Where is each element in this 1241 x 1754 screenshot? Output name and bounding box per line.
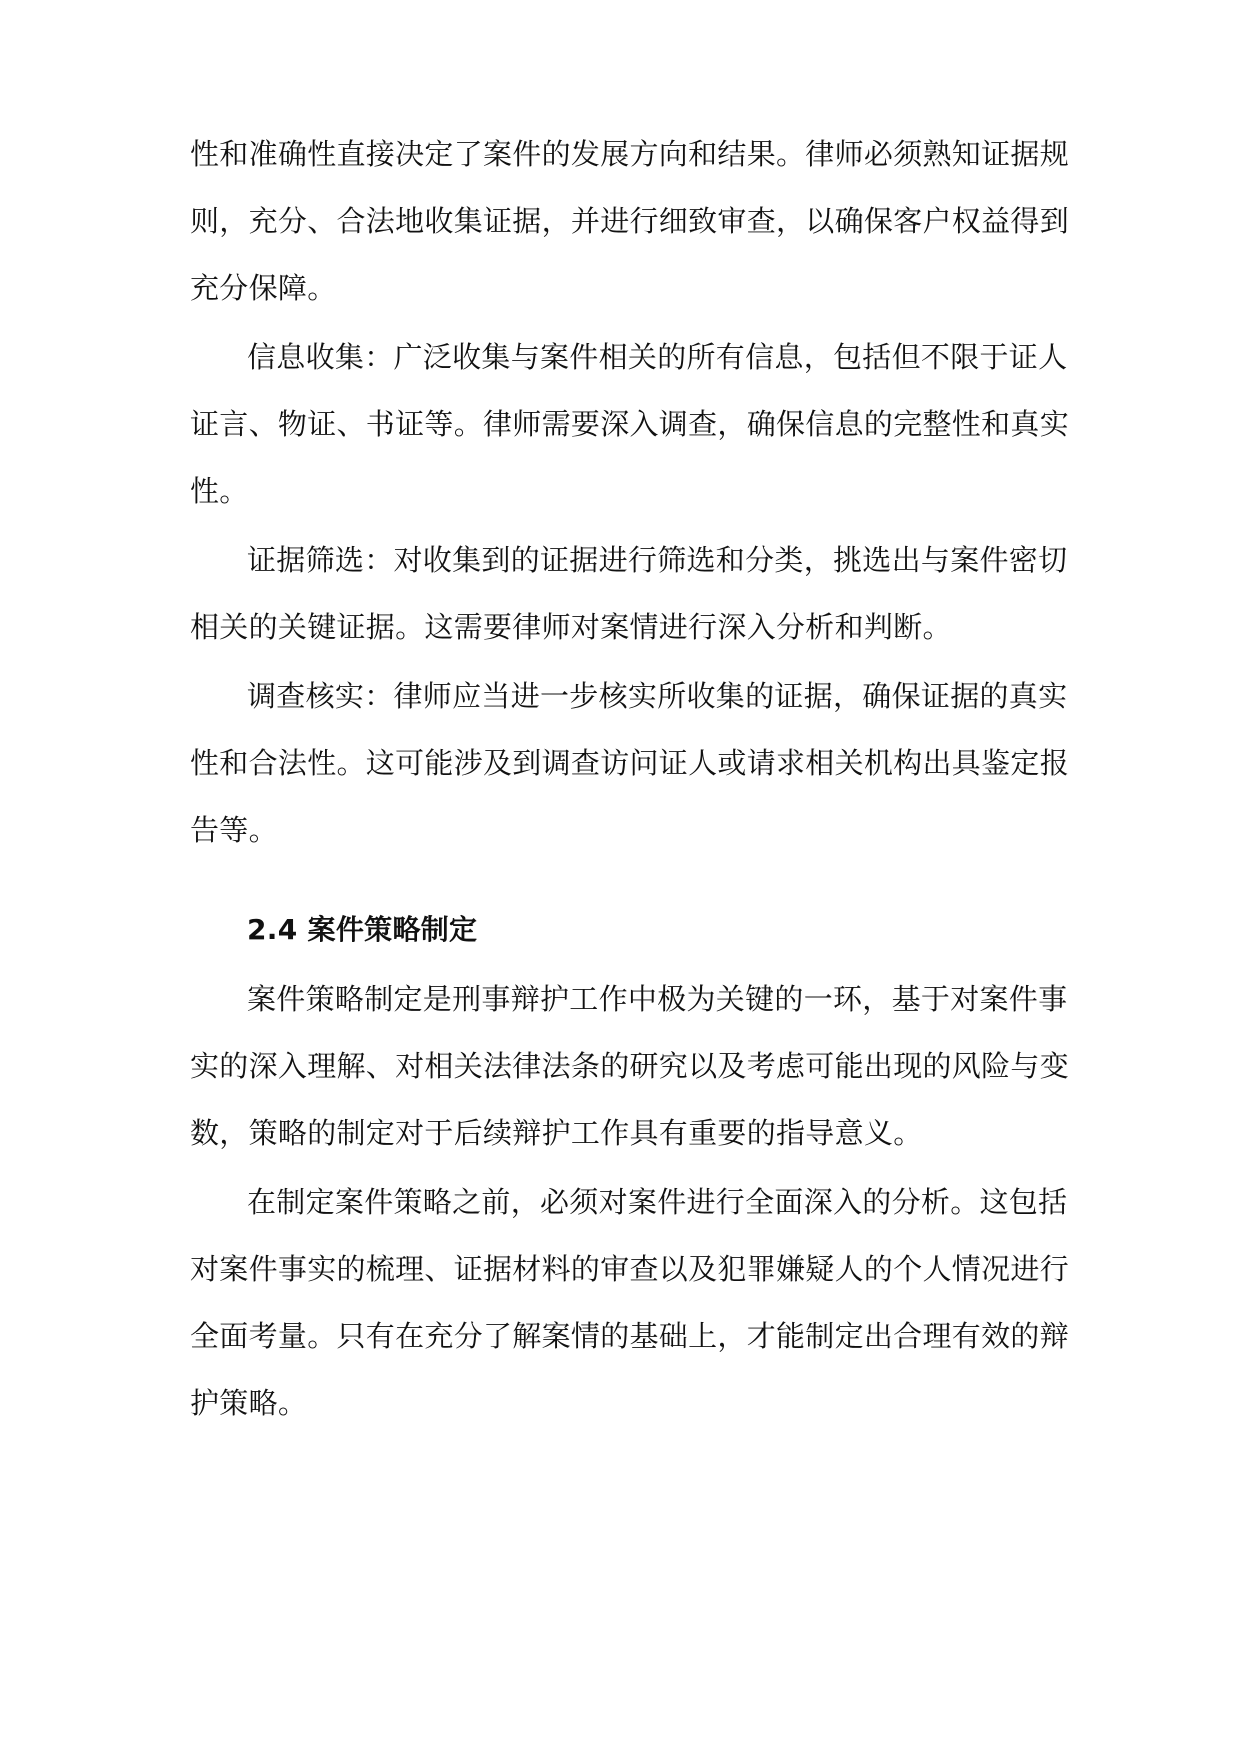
paragraph-line: 案件策略制定是刑事辩护工作中极为关键的一环，基于对案件事 — [247, 982, 1068, 1016]
section-heading: 2.4 案件策略制定 — [247, 913, 478, 946]
paragraph-line: 告等。 — [190, 813, 278, 847]
paragraph-line: 性和合法性。这可能涉及到调查访问证人或请求相关机构出具鉴定报 — [190, 746, 1070, 780]
paragraph-line: 实的深入理解、对相关法律法条的研究以及考虑可能出现的风险与变 — [190, 1049, 1070, 1083]
paragraph-line: 全面考量。只有在充分了解案情的基础上，才能制定出合理有效的辩 — [190, 1319, 1070, 1353]
paragraph-line: 则，充分、合法地收集证据，并进行细致审查，以确保客户权益得到 — [190, 204, 1070, 238]
paragraph-line: 在制定案件策略之前，必须对案件进行全面深入的分析。这包括 — [247, 1185, 1068, 1219]
paragraph-line: 护策略。 — [190, 1386, 308, 1420]
paragraph-line: 证据筛选：对收集到的证据进行筛选和分类，挑选出与案件密切 — [247, 543, 1068, 577]
paragraph-line: 充分保障。 — [190, 271, 337, 305]
paragraph-line: 信息收集：广泛收集与案件相关的所有信息，包括但不限于证人 — [247, 340, 1068, 374]
paragraph-line: 对案件事实的梳理、证据材料的审查以及犯罪嫌疑人的个人情况进行 — [190, 1252, 1070, 1286]
paragraph-line: 相关的关键证据。这需要律师对案情进行深入分析和判断。 — [190, 610, 952, 644]
paragraph-line: 数，策略的制定对于后续辩护工作具有重要的指导意义。 — [190, 1116, 923, 1150]
paragraph-line: 证言、物证、书证等。律师需要深入调查，确保信息的完整性和真实 — [190, 407, 1070, 441]
paragraph-line: 调查核实：律师应当进一步核实所收集的证据，确保证据的真实 — [247, 679, 1068, 713]
paragraph-line: 性和准确性直接决定了案件的发展方向和结果。律师必须熟知证据规 — [190, 137, 1070, 171]
paragraph-line: 性。 — [190, 474, 249, 508]
